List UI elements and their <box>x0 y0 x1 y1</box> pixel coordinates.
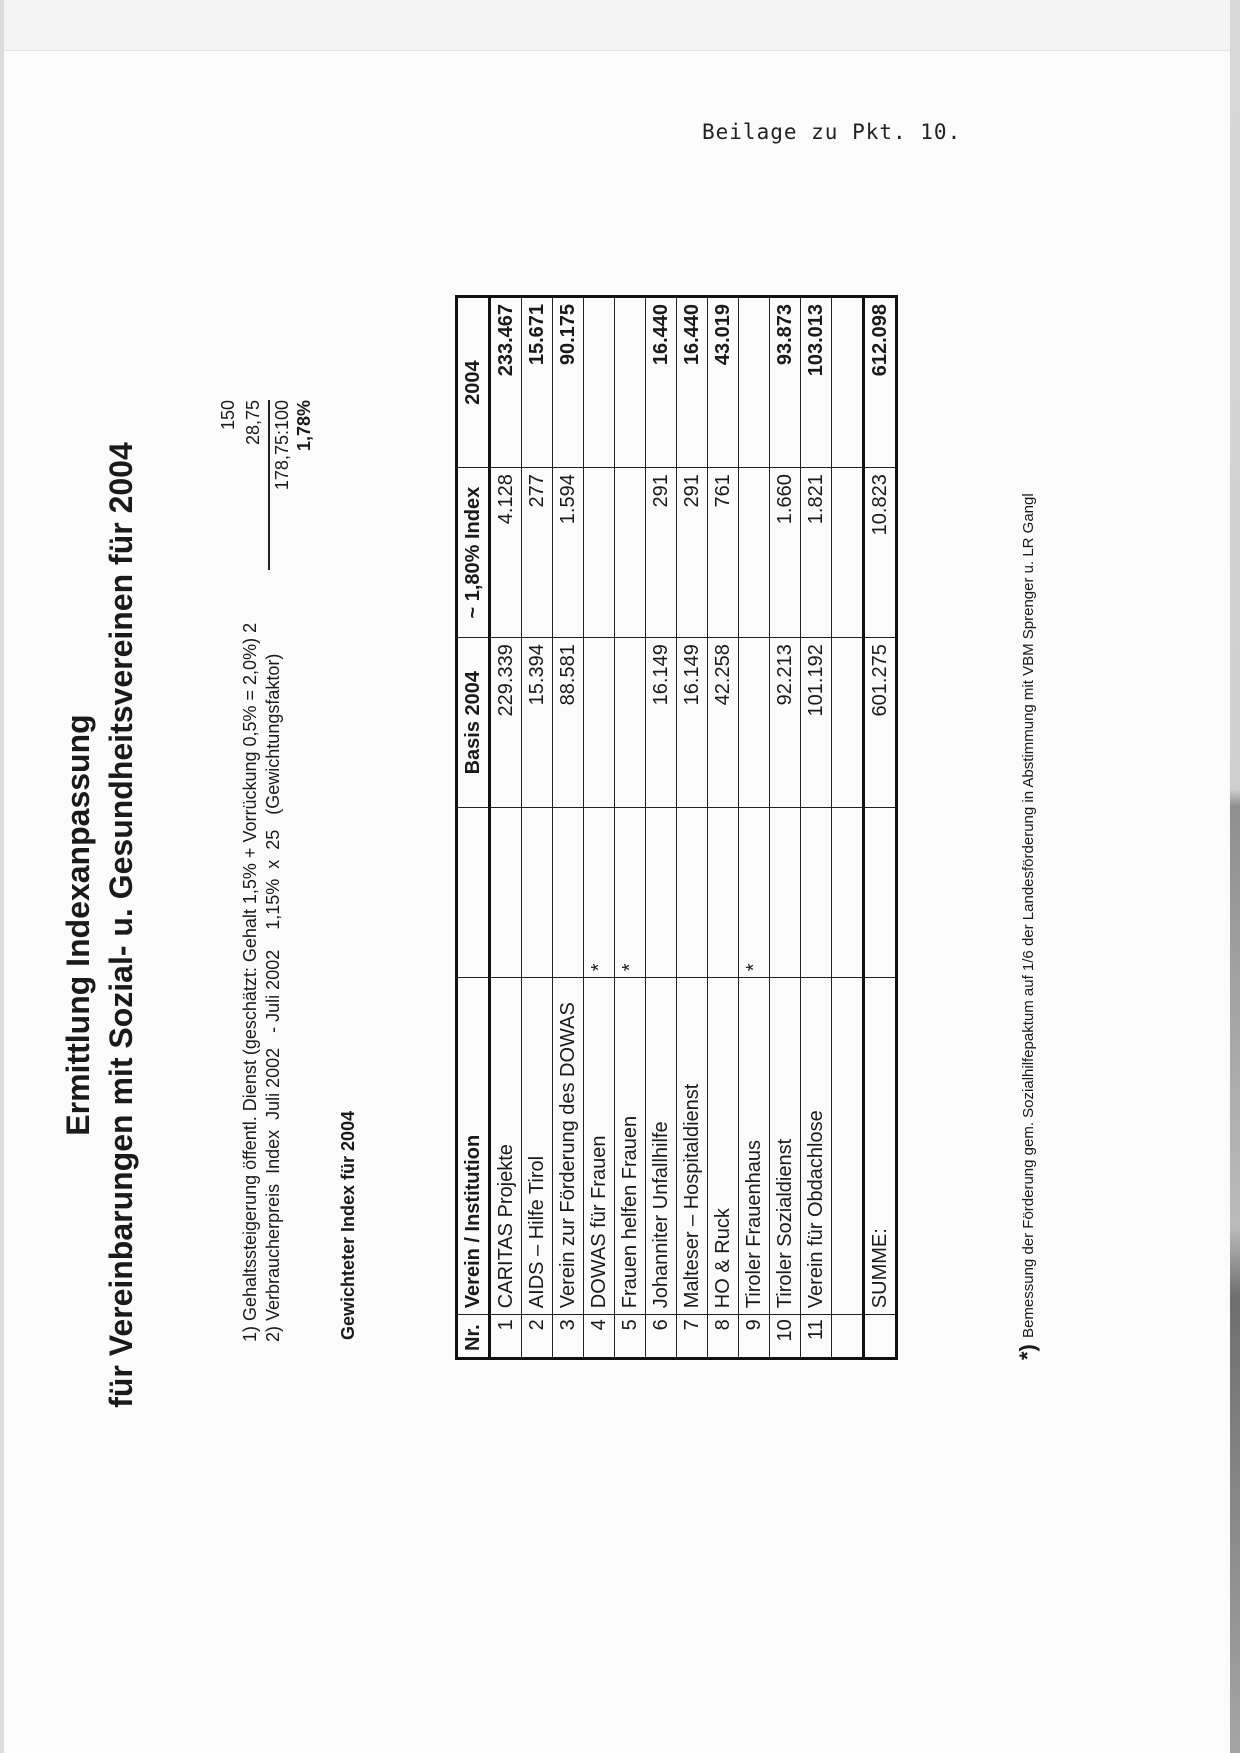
row-institution: Tiroler Sozialdienst <box>770 978 801 1315</box>
row-basis <box>615 638 646 808</box>
row-number: 7 <box>677 1315 708 1359</box>
scan-right-edge <box>1230 0 1240 1753</box>
page-title: Ermittlung Indexanpassung <box>60 714 96 1136</box>
row-star-marker <box>801 808 832 978</box>
table-header-row <box>457 297 490 1359</box>
row-total <box>584 297 615 468</box>
row-index: 291 <box>646 468 677 638</box>
summary-empty-cell <box>864 808 897 978</box>
row-institution: DOWAS für Frauen <box>584 978 615 1315</box>
table-row <box>490 297 522 1359</box>
summary-row <box>864 297 897 1359</box>
attachment-note: Beilage zu Pkt. 10. <box>702 120 962 144</box>
summary-basis: 601.275 <box>864 638 897 808</box>
calc-value-2: 28,75 <box>243 400 263 446</box>
row-total: 16.440 <box>677 297 708 468</box>
row-institution: Frauen helfen Frauen <box>615 978 646 1315</box>
table-row <box>584 297 615 1359</box>
row-index: 277 <box>522 468 553 638</box>
row-basis: 92.213 <box>770 638 801 808</box>
summary-empty-cell <box>864 1315 897 1359</box>
row-number: 1 <box>490 1315 522 1359</box>
row-number: 3 <box>553 1315 584 1359</box>
row-basis: 15.394 <box>522 638 553 808</box>
row-number: 6 <box>646 1315 677 1359</box>
row-basis: 16.149 <box>646 638 677 808</box>
table-row <box>677 297 708 1359</box>
calc-sum: 178,75:100 <box>268 400 293 570</box>
row-basis: 229.339 <box>490 638 522 808</box>
row-basis <box>584 638 615 808</box>
col-header-star <box>457 808 490 978</box>
row-total: 103.013 <box>801 297 832 468</box>
row-total <box>739 297 770 468</box>
row-index: 1.594 <box>553 468 584 638</box>
row-number <box>832 1315 864 1359</box>
row-index: 1.821 <box>801 468 832 638</box>
col-header-index: ~ 1,80% Index <box>457 468 490 638</box>
row-number: 5 <box>615 1315 646 1359</box>
row-number: 2 <box>522 1315 553 1359</box>
row-number: 10 <box>770 1315 801 1359</box>
row-basis: 88.581 <box>553 638 584 808</box>
row-basis: 42.258 <box>708 638 739 808</box>
row-institution: CARITAS Projekte <box>490 978 522 1315</box>
calc-result: 1,78% <box>294 400 314 452</box>
row-basis: 101.192 <box>801 638 832 808</box>
col-header-total: 2004 <box>457 297 490 468</box>
rotated-page-content <box>50 260 1070 1590</box>
row-star-marker <box>770 808 801 978</box>
row-index: 291 <box>677 468 708 638</box>
section-heading: Gewichteter Index für 2004 <box>338 1110 358 1340</box>
table-row <box>615 297 646 1359</box>
footnote-text: Bemessung der Förderung gem. Sozialhilfepaktum auf 1/6 der Landesförderung in Abstimmung mit VBM Sprenger u. LR Gangl <box>1020 493 1037 1338</box>
table-body <box>490 297 897 1359</box>
row-star-marker <box>708 808 739 978</box>
row-total <box>615 297 646 468</box>
row-number: 11 <box>801 1315 832 1359</box>
table-row <box>770 297 801 1359</box>
row-total: 43.019 <box>708 297 739 468</box>
row-number: 8 <box>708 1315 739 1359</box>
row-institution: Johanniter Unfallhilfe <box>646 978 677 1315</box>
col-header-nr: Nr. <box>457 1315 490 1359</box>
row-total <box>832 297 864 468</box>
col-header-institution: Verein / Institution <box>457 978 490 1315</box>
table-row <box>708 297 739 1359</box>
table-row <box>739 297 770 1359</box>
row-index <box>584 468 615 638</box>
page-subtitle: für Vereinbarungen mit Sozial- u. Gesundheitsvereinen für 2004 <box>103 442 139 1408</box>
row-institution: Tiroler Frauenhaus <box>739 978 770 1315</box>
scan-left-edge <box>0 0 4 1753</box>
row-star-marker: * <box>584 808 615 978</box>
footnote <box>1015 493 1041 1360</box>
summary-label: SUMME: <box>864 978 897 1315</box>
row-star-marker: * <box>615 808 646 978</box>
row-institution: AIDS – Hilfe Tirol <box>522 978 553 1315</box>
row-number: 9 <box>739 1315 770 1359</box>
row-institution: Verein für Obdachlose <box>801 978 832 1315</box>
row-basis: 16.149 <box>677 638 708 808</box>
col-header-basis: Basis 2004 <box>457 638 490 808</box>
table-row <box>801 297 832 1359</box>
summary-total: 612.098 <box>864 297 897 468</box>
row-institution: HO & Ruck <box>708 978 739 1315</box>
row-basis <box>739 638 770 808</box>
row-index <box>615 468 646 638</box>
row-star-marker: * <box>739 808 770 978</box>
row-total: 90.175 <box>553 297 584 468</box>
note-consumer-price-index: 2) Verbraucherpreis Index Juli 2002 - Juli 2002 1,15% x 25 (Gewichtungsfaktor) <box>263 653 283 1342</box>
row-total: 15.671 <box>522 297 553 468</box>
row-total: 233.467 <box>490 297 522 468</box>
row-institution: Verein zur Förderung des DOWAS <box>553 978 584 1315</box>
row-star-marker <box>832 808 864 978</box>
row-star-marker <box>490 808 522 978</box>
scan-top-margin <box>0 0 1240 51</box>
table-row <box>522 297 553 1359</box>
summary-index: 10.823 <box>864 468 897 638</box>
row-star-marker <box>522 808 553 978</box>
row-total: 93.873 <box>770 297 801 468</box>
calc-value-1: 150 <box>218 400 238 431</box>
table-row <box>646 297 677 1359</box>
row-index: 1.660 <box>770 468 801 638</box>
row-index: 4.128 <box>490 468 522 638</box>
index-table <box>455 295 898 1360</box>
table-row <box>832 297 864 1359</box>
table-row <box>553 297 584 1359</box>
row-index: 761 <box>708 468 739 638</box>
note-salary-increase: 1) Gehaltssteigerung öffentl. Dienst (geschätzt: Gehalt 1,5% + Vorrückung 0,5% = 2,0%) 2 <box>240 622 260 1342</box>
row-index <box>832 468 864 638</box>
row-number: 4 <box>584 1315 615 1359</box>
row-star-marker <box>646 808 677 978</box>
row-star-marker <box>553 808 584 978</box>
footnote-marker: *) <box>1015 1344 1040 1360</box>
row-institution <box>832 978 864 1315</box>
row-basis <box>832 638 864 808</box>
row-index <box>739 468 770 638</box>
row-institution: Malteser – Hospitaldienst <box>677 978 708 1315</box>
row-total: 16.440 <box>646 297 677 468</box>
row-star-marker <box>677 808 708 978</box>
